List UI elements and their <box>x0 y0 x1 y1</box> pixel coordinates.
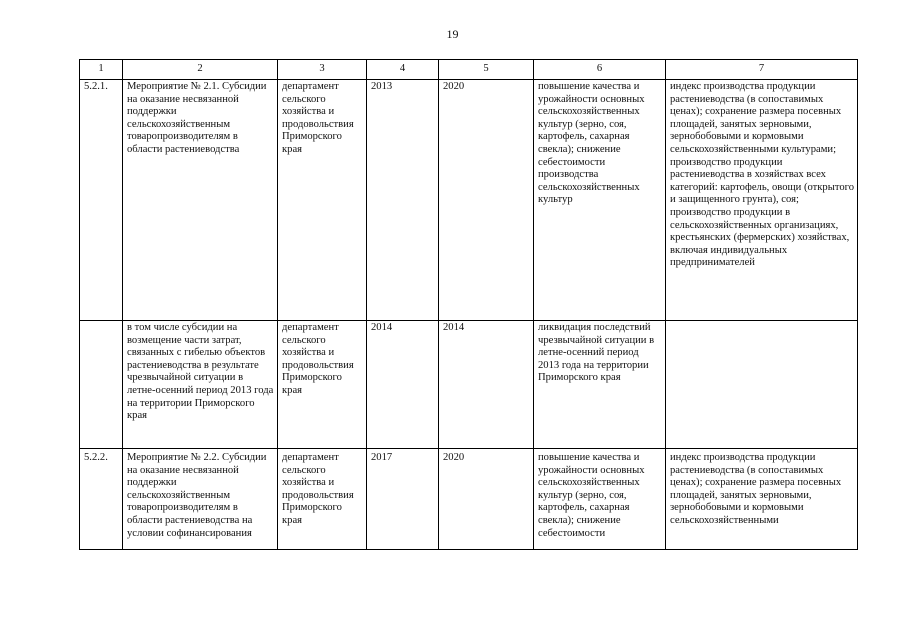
cell-text: повышение качества и урожайности основных сельскохозяйственных культур (зерно, соя, картофель, сахарная свекла); снижение себестоимости <box>538 452 645 539</box>
activity-name <box>123 449 278 550</box>
item-number <box>80 321 123 449</box>
target-indicators <box>666 321 858 449</box>
item-number <box>80 449 123 550</box>
end-year: 2020 <box>439 80 534 321</box>
activity-name: в том числе субсидии на возмещение части затрат, связанных с гибелью объектов растениеводства в результате чрезвычайной ситуации в летне-осенний период 2013 года на территории Приморского края <box>123 321 278 449</box>
page-number: 19 <box>446 27 459 41</box>
table-row <box>80 449 858 550</box>
activity-name: Мероприятие № 2.1. Субсидии на оказание несвязанной поддержки сельскохозяйственным товаропроизводителям в области растениеводства <box>123 80 278 321</box>
column-number-row <box>80 60 858 80</box>
expected-result: повышение качества и урожайности основных сельскохозяйственных культур (зерно, соя, картофель, сахарная свекла); снижение себестоимости производства сельскохозяйственных культур <box>534 80 666 321</box>
cell-text: индекс производства продукции растениеводства (в сопоставимых ценах); сохранение размера посевных площадей, занятых зерновыми, зернобобовыми и кормовыми сельскохозяйственными <box>670 452 842 526</box>
cell-text: 2020 <box>443 452 465 463</box>
cell-text: 2017 <box>371 452 393 463</box>
start-year: 2014 <box>367 321 439 449</box>
program-activities-table <box>79 59 858 550</box>
column-number: 3 <box>278 60 367 80</box>
target-indicators: индекс производства продукции растениеводства (в сопоставимых ценах); сохранение размера посевных площадей, занятых зерновыми, зернобобовыми и кормовыми сельскохозяйственными культурами; производство продукции растениеводства в хозяйствах всех категорий: картофель, овощи (открытого и защищенного грунта), соя; производство продукции в сельскохозяйственных организациях, крестьянских (фермерских) хозяйствах, включая индивидуальных предпринимателей <box>666 80 858 321</box>
cell-text: департамент сельского хозяйства и продовольствия Приморского края <box>282 452 354 526</box>
cell-text: Мероприятие № 2.2. Субсидии на оказание несвязанной поддержки сельскохозяйственным товаропроизводителям в области растениеводства на условии софинансирования <box>127 452 267 539</box>
responsible-executor: департамент сельского хозяйства и продовольствия Приморского края <box>278 321 367 449</box>
responsible-executor <box>278 449 367 550</box>
start-year: 2013 <box>367 80 439 321</box>
cell-text: 5.2.2. <box>84 452 108 463</box>
column-number: 4 <box>367 60 439 80</box>
expected-result: ликвидация последствий чрезвычайной ситуации в летне-осенний период 2013 года на территории Приморского края <box>534 321 666 449</box>
target-indicators <box>666 449 858 550</box>
responsible-executor: департамент сельского хозяйства и продовольствия Приморского края <box>278 80 367 321</box>
expected-result <box>534 449 666 550</box>
item-number: 5.2.1. <box>80 80 123 321</box>
column-number: 1 <box>80 60 123 80</box>
end-year <box>439 449 534 550</box>
column-number: 7 <box>666 60 858 80</box>
table-row <box>80 80 858 321</box>
end-year: 2014 <box>439 321 534 449</box>
column-number: 2 <box>123 60 278 80</box>
column-number: 6 <box>534 60 666 80</box>
start-year <box>367 449 439 550</box>
table-row <box>80 321 858 449</box>
column-number: 5 <box>439 60 534 80</box>
